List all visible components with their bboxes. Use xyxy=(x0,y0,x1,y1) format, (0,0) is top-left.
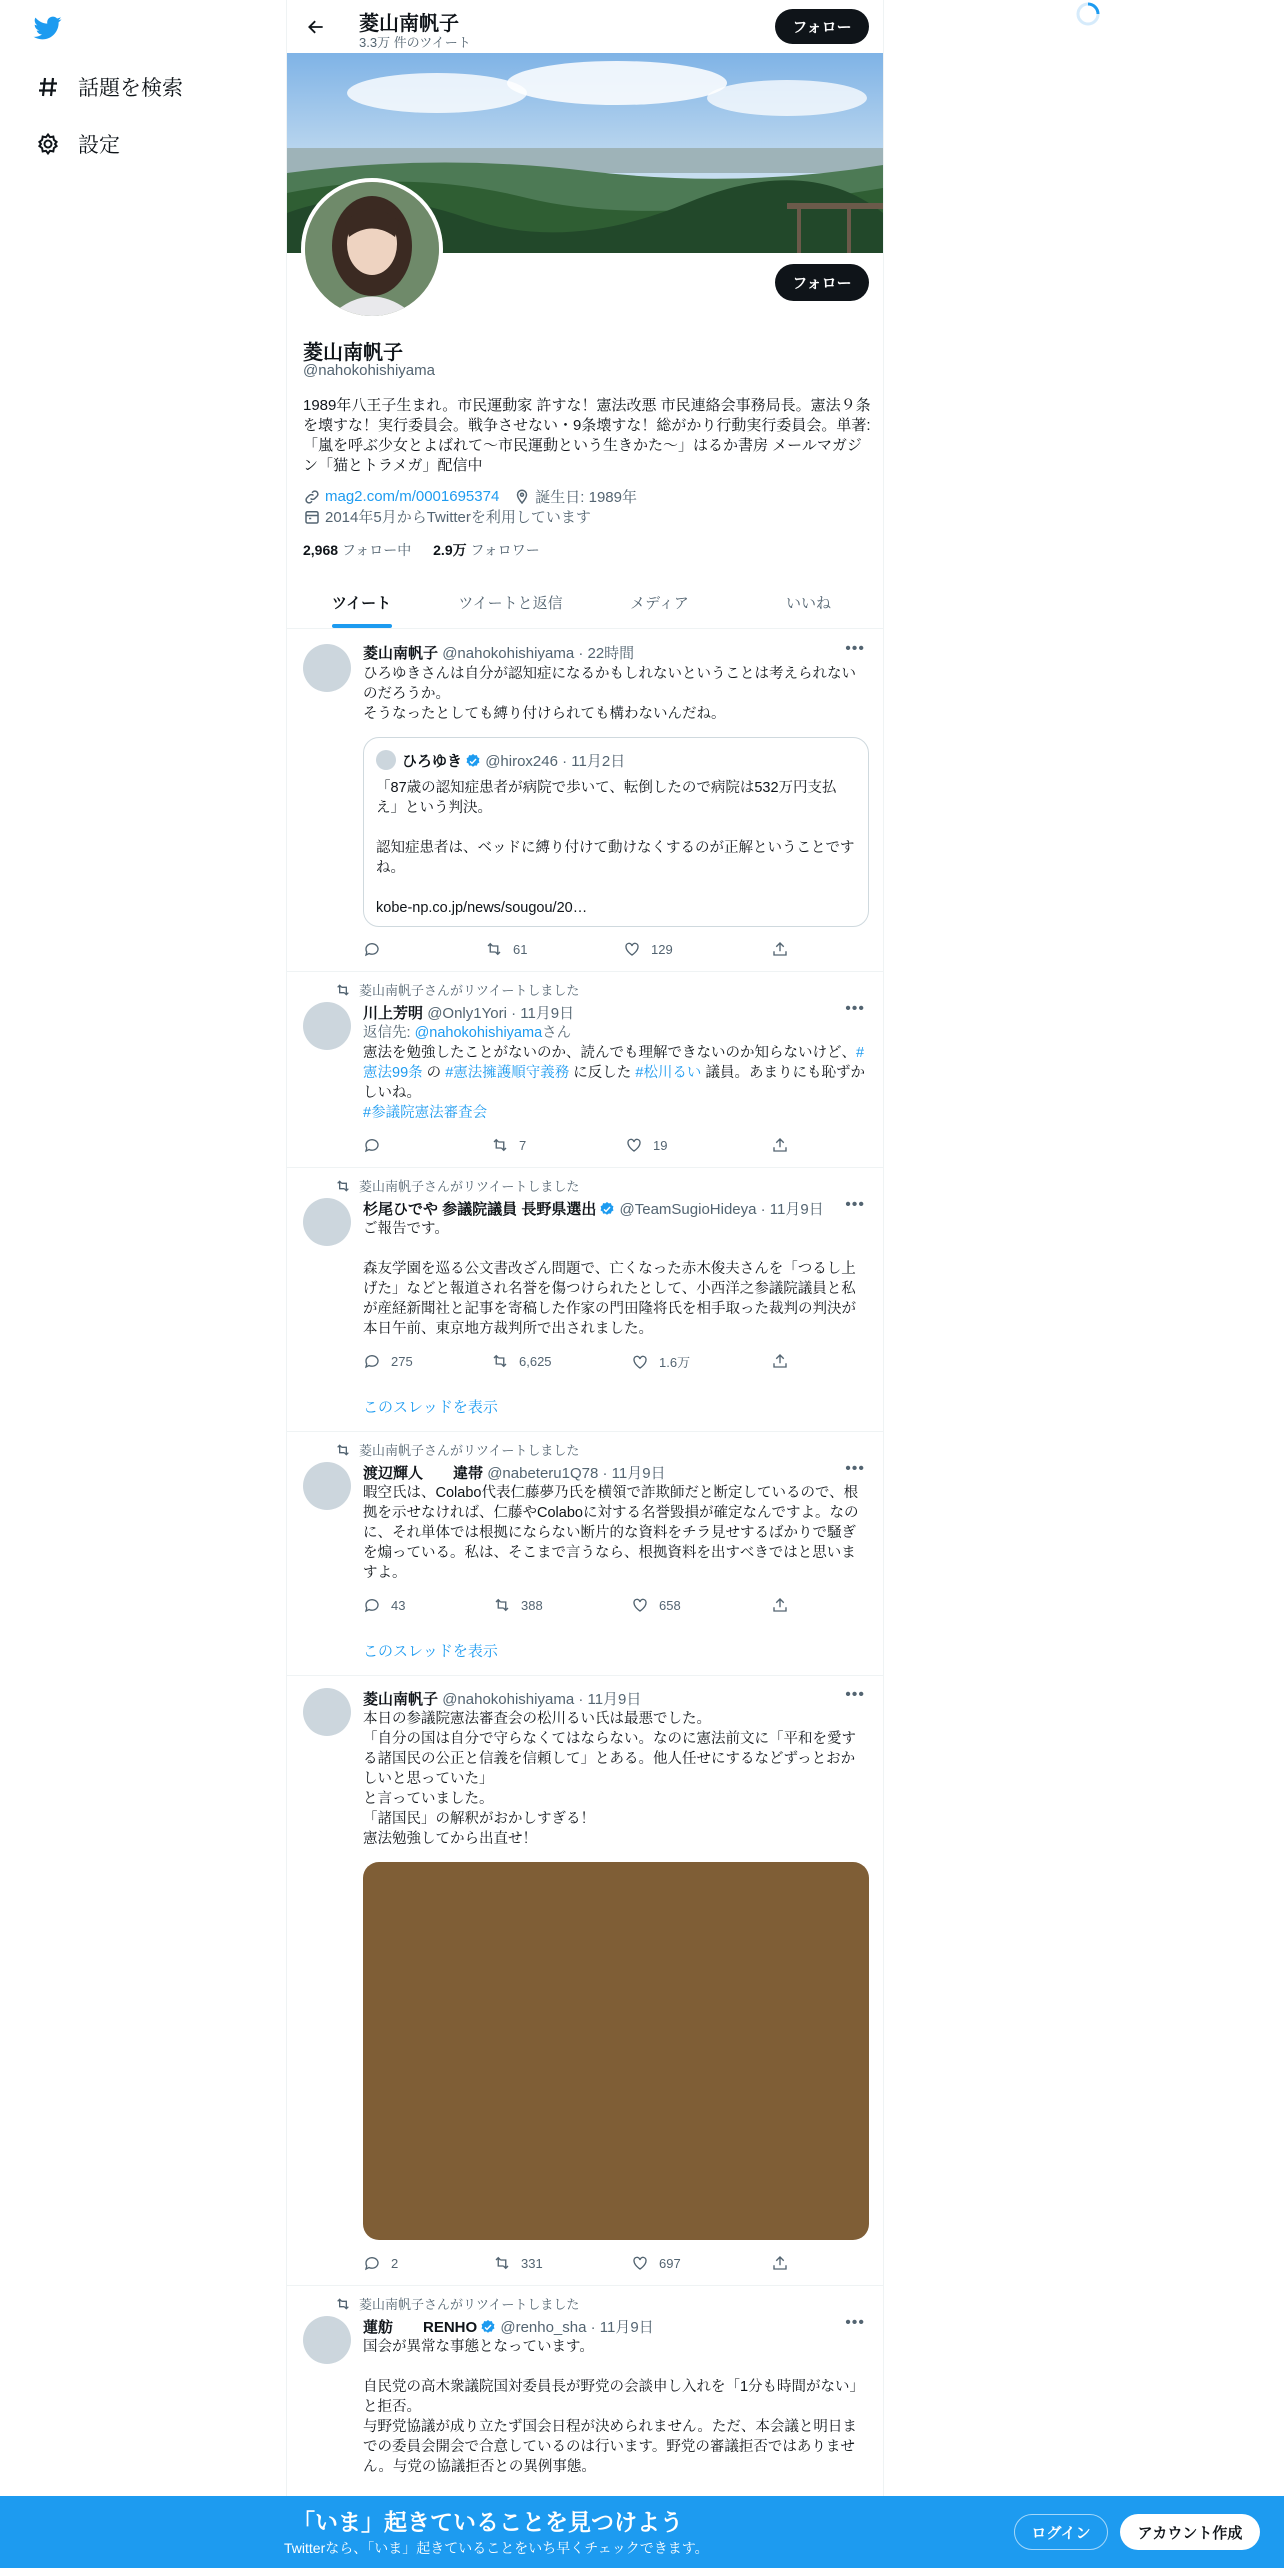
retweet-label: 菱山南帆子さんがリツイートしました xyxy=(359,983,580,998)
followers-count: 2.9万 xyxy=(433,542,467,558)
tweet-media[interactable] xyxy=(363,1862,869,2240)
header-follow-button[interactable]: フォロー xyxy=(775,9,869,44)
retweet-count: 7 xyxy=(519,1137,527,1153)
tab-likes[interactable]: いいね xyxy=(785,594,831,612)
retweet-button[interactable] xyxy=(493,1596,543,1614)
reply-to-suffix: さん xyxy=(542,1025,572,1041)
tweet-avatar[interactable] xyxy=(303,1002,351,1050)
heart-icon xyxy=(631,1596,649,1614)
profile-handle: @nahokohishiyama xyxy=(303,362,435,379)
show-thread-link[interactable]: このスレッドを表示 xyxy=(363,1643,498,1660)
profile-name: 菱山南帆子 xyxy=(303,342,403,364)
tweet-handle-time[interactable]: @nahokohishiyama · 11月9日 xyxy=(442,1691,642,1708)
tweet-author-name[interactable]: 菱山南帆子 xyxy=(363,1691,439,1708)
tweet-actions xyxy=(363,2254,793,2274)
reply-to-prefix: 返信先: xyxy=(363,1025,415,1041)
primary-column xyxy=(286,0,884,2568)
retweet-icon xyxy=(485,940,503,958)
retweet-icon xyxy=(335,982,351,998)
profile-bio: 1989年八王子生まれ。市民運動家 許すな！憲法改悪 市民連絡会事務局長。憲法９条を壊すな！実行委員会。戦争させない・9条壊すな！総がかり行動実行委員会。単著:「嵐を呼ぶ少女とよばれて〜市民運動という生きかた〜」はるか書房 メールマガジン「猫とトラメガ」配信中 xyxy=(303,397,871,474)
retweet-button[interactable] xyxy=(491,1136,526,1154)
tweet-text: ひろゆきさんは自分が認知症になるかもしれないということは考えられないのだろうか。 そうなったとしても縛り付けられても構わないんだね。 xyxy=(363,666,856,722)
retweet-indicator xyxy=(335,1176,579,1195)
more-icon[interactable]: ••• xyxy=(845,1686,865,1703)
quote-avatar xyxy=(376,750,396,770)
more-icon[interactable]: ••• xyxy=(845,1460,865,1477)
retweet-count: 6,625 xyxy=(519,1353,552,1369)
hashtag-link[interactable]: #松川るい xyxy=(635,1065,702,1081)
following-label: フォロー中 xyxy=(341,542,412,558)
like-button[interactable] xyxy=(625,1136,667,1154)
tweet-author-name[interactable]: 菱山南帆子 xyxy=(363,645,439,662)
like-count: 129 xyxy=(651,941,673,957)
verified-badge-icon xyxy=(599,1201,615,1217)
retweet-label: 菱山南帆子さんがリツイートしました xyxy=(359,1179,580,1194)
nav-explore[interactable] xyxy=(30,59,183,115)
tweet-text: 暇空氏は、Colabo代表仁藤夢乃氏を横領で詐欺師だと断定しているので、根拠を示せなければ、仁藤やColaboに対する名誉毀損が確定なんですよ。なのに、それ単体では根拠にならない断片的な資料をチラ見せするばかりで騒ぎを煽っている。私は、そこまで言うなら、根拠資料を出すべきではと思いますよ。 xyxy=(363,1485,859,1581)
profile-header-bar xyxy=(287,0,883,53)
share-button[interactable] xyxy=(771,940,799,958)
like-count: 19 xyxy=(653,1137,668,1153)
calendar-icon xyxy=(303,508,321,526)
tweet[interactable] xyxy=(287,972,883,1168)
profile-joined-row xyxy=(303,506,591,527)
tweet-avatar[interactable] xyxy=(303,2316,351,2364)
hashtag-link[interactable]: #憲法99条 xyxy=(363,1045,865,1081)
profile-avatar[interactable] xyxy=(301,178,443,320)
like-button[interactable] xyxy=(631,1352,690,1371)
show-thread-link[interactable]: このスレッドを表示 xyxy=(363,1399,498,1416)
retweet-label: 菱山南帆子さんがリツイートしました xyxy=(359,1443,580,1458)
link-icon xyxy=(303,488,321,506)
tweet-actions xyxy=(363,1136,793,1156)
tweet-author-name[interactable]: 川上芳明 xyxy=(363,1005,424,1022)
tweet[interactable] xyxy=(287,1676,883,2286)
tweet-text: 本日の参議院憲法審査会の松川るい氏は最悪でした。 「自分の国は自分で守らなくてはならない。なのに憲法前文に「平和を愛する諸国民の公正と信義を信頼して」とある。他人任せにするなどずっとおかしいと思っていた」 と言っていました。 「諸国民」の解釈がおかしすぎる！ 憲法勉強してから出直せ！ xyxy=(363,1711,856,1847)
retweet-icon xyxy=(491,1136,509,1154)
tweet-avatar[interactable] xyxy=(303,1688,351,1736)
reply-to-line xyxy=(363,1023,869,1043)
tweet-avatar[interactable] xyxy=(303,1462,351,1510)
nav-settings-label: 設定 xyxy=(78,134,120,157)
signup-prompt-bar xyxy=(0,2496,1284,2568)
heart-icon xyxy=(623,940,641,958)
tweet-author-name[interactable]: 渡辺輝人 違帯 xyxy=(363,1465,484,1482)
gear-icon xyxy=(30,126,66,162)
tweet-count: 3.3万 件のツイート xyxy=(359,35,471,50)
nav-settings[interactable] xyxy=(30,116,120,172)
reply-count: 2 xyxy=(391,2255,399,2271)
profile-meta-row xyxy=(303,486,637,507)
retweet-button[interactable] xyxy=(493,2254,543,2272)
following-link[interactable] xyxy=(303,542,411,558)
following-count: 2,968 xyxy=(303,542,339,558)
retweet-indicator xyxy=(335,980,579,999)
followers-label: フォロワー xyxy=(470,542,540,558)
share-icon xyxy=(771,2254,789,2272)
tweet-author-name[interactable]: 蓮舫 RENHO xyxy=(363,2319,478,2336)
retweet-indicator xyxy=(335,2294,579,2313)
verified-badge-icon xyxy=(465,753,481,769)
tweet-text-part: 憲法を勉強したことがないのか、読んでも理解できないのか知らないけど、 xyxy=(363,1045,856,1061)
tweet-handle-time[interactable]: @renho_sha · 11月9日 xyxy=(500,2319,654,2336)
signup-prompt-title: 「いま」起きていることを見つけよう xyxy=(292,2509,683,2535)
share-button[interactable] xyxy=(771,1136,799,1154)
reply-to-handle[interactable]: @nahokohishiyama xyxy=(414,1025,543,1041)
profile-follow-button[interactable]: フォロー xyxy=(775,264,869,301)
reply-icon xyxy=(363,940,381,958)
tab-tweets-replies[interactable]: ツイートと返信 xyxy=(458,594,563,612)
quote-text: 「87歳の認知症患者が病院で歩いて、転倒したので病院は532万円支払え」という判決。 認知症患者は、ベッドに縛り付けて動けなくするのが正解ということですね。 kobe-np.co.jp/news/sougou/20… xyxy=(376,780,855,916)
share-button[interactable] xyxy=(771,1596,799,1614)
retweet-count: 61 xyxy=(513,941,528,957)
more-icon[interactable]: ••• xyxy=(845,1196,865,1213)
tweet-avatar[interactable] xyxy=(303,1198,351,1246)
reply-icon xyxy=(363,2254,381,2272)
balloon-icon xyxy=(513,488,531,506)
retweet-icon xyxy=(493,2254,511,2272)
like-count: 658 xyxy=(659,1597,681,1613)
retweet-label: 菱山南帆子さんがリツイートしました xyxy=(359,2297,580,2312)
back-arrow-icon[interactable] xyxy=(299,10,333,44)
retweet-button[interactable] xyxy=(485,940,527,958)
tweet-actions xyxy=(363,940,793,960)
retweet-icon xyxy=(491,1352,509,1370)
share-icon xyxy=(771,1136,789,1154)
tweet-text: ご報告です。 森友学園を巡る公文書改ざん問題で、亡くなった赤木俊夫さんを「つるし上げた」などと報道され名誉を傷つけられたとして、小西洋之参議院議員と私が産経新聞社と記事を寄稿した作家の門田隆将氏を相手取った裁判の判決が本日午前、東京地方裁判所で出されました。 xyxy=(363,1221,856,1337)
reply-button[interactable] xyxy=(363,940,391,958)
nav-explore-label: 話題を検索 xyxy=(78,77,183,100)
tweet[interactable] xyxy=(287,1168,883,1432)
reply-icon xyxy=(363,1136,381,1154)
like-button[interactable] xyxy=(631,1596,681,1614)
like-count: 697 xyxy=(659,2255,681,2271)
reply-button[interactable] xyxy=(363,1136,391,1154)
verified-badge-icon xyxy=(480,2319,496,2335)
tweet-handle-time[interactable]: @TeamSugioHideya · 11月9日 xyxy=(619,1201,824,1218)
more-icon[interactable]: ••• xyxy=(845,640,865,657)
reply-count: 275 xyxy=(391,1353,413,1369)
reply-count: 43 xyxy=(391,1597,406,1613)
tweet-actions xyxy=(363,1352,793,1372)
tweet-text: 国会が異常な事態となっています。 自民党の高木衆議院国対委員長が野党の会談申し入れを「1分も時間がない」と拒否。 与野党協議が成り立たず国会日程が決められません。ただ、本会議と明日までの委員会開会で合意しているのは行います。野党の審議拒否ではありません。与党の協議拒否との異例事態。 xyxy=(363,2339,865,2475)
retweet-icon xyxy=(493,1596,511,1614)
followers-link[interactable] xyxy=(433,542,540,558)
heart-icon xyxy=(631,1353,649,1371)
retweet-indicator xyxy=(335,1440,579,1459)
retweet-icon xyxy=(335,1178,351,1194)
retweet-count: 388 xyxy=(521,1597,543,1613)
quote-handle-time: @hirox246 · 11月2日 xyxy=(485,753,626,770)
tweet-text-part: に反した xyxy=(569,1065,636,1081)
profile-birth: 誕生日: 1989年 xyxy=(535,489,637,506)
share-button[interactable] xyxy=(771,2254,799,2272)
signup-prompt-subtitle: Twitterなら、「いま」起きていることをいち早くチェックできます。 xyxy=(284,2540,709,2556)
retweet-icon xyxy=(335,1442,351,1458)
tweet-text-part: の xyxy=(422,1065,446,1081)
tweet-handle-time[interactable]: @nahokohishiyama · 22時間 xyxy=(442,645,635,662)
tweet-text-part: 議員。あまりにも恥ずかしいね。 xyxy=(363,1065,865,1101)
share-button[interactable] xyxy=(771,1352,799,1370)
retweet-icon xyxy=(335,2296,351,2312)
tweet-actions xyxy=(363,1596,793,1616)
tweet[interactable] xyxy=(287,1432,883,1676)
reply-button[interactable] xyxy=(363,1352,413,1370)
login-button[interactable]: ログイン xyxy=(1014,2514,1108,2550)
loading-spinner-icon xyxy=(1074,0,1102,28)
reply-icon xyxy=(363,1596,381,1614)
like-button[interactable] xyxy=(623,940,673,958)
tab-media[interactable]: メディア xyxy=(630,594,689,612)
share-icon xyxy=(771,1596,789,1614)
reply-button[interactable] xyxy=(363,1596,405,1614)
tweet-avatar[interactable] xyxy=(303,644,351,692)
quoted-tweet[interactable] xyxy=(363,737,869,927)
retweet-count: 331 xyxy=(521,2255,543,2271)
tweet-handle-time[interactable]: @nabeteru1Q78 · 11月9日 xyxy=(487,1465,666,1482)
hashtag-icon xyxy=(30,69,66,105)
reply-button[interactable] xyxy=(363,2254,398,2272)
share-icon xyxy=(771,1352,789,1370)
tweet-handle-time[interactable]: @Only1Yori · 11月9日 xyxy=(427,1005,575,1022)
heart-icon xyxy=(631,2254,649,2272)
heart-icon xyxy=(625,1136,643,1154)
profile-tabs xyxy=(287,576,883,629)
more-icon[interactable]: ••• xyxy=(845,1000,865,1017)
like-count: 1.6万 xyxy=(659,1355,691,1370)
twitter-logo-icon[interactable] xyxy=(32,14,64,42)
profile-joined: 2014年5月からTwitterを利用しています xyxy=(325,509,591,526)
tweet[interactable] xyxy=(287,630,883,972)
reply-icon xyxy=(363,1352,381,1370)
share-icon xyxy=(771,940,789,958)
like-button[interactable] xyxy=(631,2254,681,2272)
tab-tweets[interactable]: ツイート xyxy=(287,576,436,628)
tweet-text xyxy=(363,1043,869,1123)
hashtag-link[interactable]: #参議院憲法審査会 xyxy=(363,1105,488,1121)
tweet-author-name[interactable]: 杉尾ひでや 参議院議員 長野県選出 xyxy=(363,1201,597,1218)
follow-stats xyxy=(303,540,540,560)
hashtag-link[interactable]: #憲法擁護順守義務 xyxy=(445,1065,570,1081)
signup-button[interactable]: アカウント作成 xyxy=(1120,2514,1260,2550)
retweet-button[interactable] xyxy=(491,1352,552,1370)
header-title: 菱山南帆子 xyxy=(359,13,459,35)
quote-author-name: ひろゆき xyxy=(402,753,463,770)
profile-link[interactable]: mag2.com/m/0001695374 xyxy=(325,488,500,505)
more-icon[interactable]: ••• xyxy=(845,2314,865,2331)
